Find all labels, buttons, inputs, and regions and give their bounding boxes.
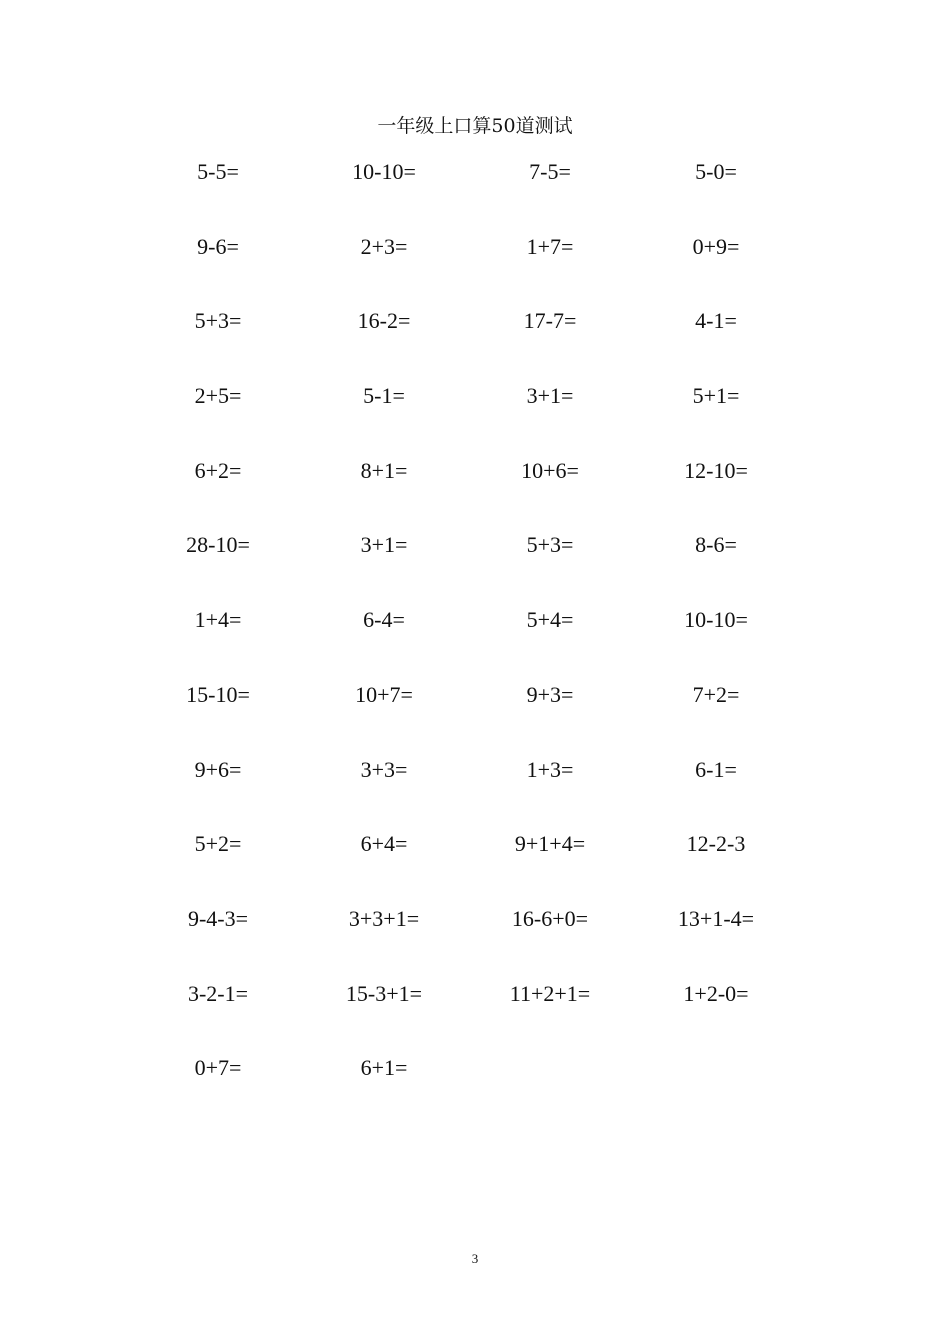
math-problem: 10+7=	[355, 681, 413, 707]
math-problem: 0+7=	[194, 1055, 242, 1081]
problem-grid	[135, 156, 799, 1127]
math-problem: 12-10=	[684, 457, 748, 483]
math-problem: 1+3=	[526, 756, 574, 782]
page-title: 一年级上口算50道测试	[377, 115, 573, 137]
math-problem: 2+5=	[194, 383, 242, 409]
math-problem: 10+6=	[521, 457, 579, 483]
math-problem: 5-5=	[197, 159, 239, 184]
math-problem: 9+6=	[194, 756, 242, 782]
math-problem: 16-6+0=	[511, 905, 589, 931]
math-problem: 9+3=	[526, 681, 574, 707]
math-problem: 6+2=	[194, 457, 242, 483]
math-problem: 9-4-3=	[187, 905, 249, 931]
math-problem: 8-6=	[695, 532, 737, 558]
math-problem: 8+1=	[360, 457, 408, 483]
math-problem: 0+9=	[692, 233, 740, 259]
math-problem: 3+3=	[360, 756, 408, 782]
math-problem: 5+3=	[194, 308, 242, 334]
math-problem: 5+4=	[526, 607, 574, 633]
math-problem: 7+2=	[692, 681, 740, 707]
math-problem: 28-10=	[186, 532, 250, 558]
math-problem: 3-2-1=	[187, 980, 249, 1006]
math-problem: 5-0=	[695, 159, 737, 184]
page-number: 3	[471, 1251, 479, 1266]
math-problem: 17-7=	[523, 308, 577, 334]
math-problem	[467, 1052, 633, 1127]
math-problem	[633, 1052, 799, 1127]
math-problem: 5+1=	[692, 383, 740, 409]
math-problem: 3+3+1=	[348, 905, 420, 931]
math-problem: 6+4=	[360, 831, 408, 857]
math-problem: 6+1=	[360, 1055, 408, 1081]
math-problem: 4-1=	[695, 308, 737, 334]
math-problem: 3+1=	[360, 532, 408, 558]
math-problem: 1+4=	[194, 607, 242, 633]
math-problem: 6-4=	[363, 607, 405, 633]
math-problem: 15-3+1=	[345, 980, 423, 1006]
math-problem: 16-2=	[357, 308, 411, 334]
math-problem: 2+3=	[360, 233, 408, 259]
math-problem: 15-10=	[186, 681, 250, 707]
math-problem: 10-10=	[352, 159, 416, 184]
math-problem: 11+2+1=	[509, 980, 591, 1006]
math-problem: 10-10=	[684, 607, 748, 633]
math-problem: 5-1=	[363, 383, 405, 409]
math-problem: 13+1-4=	[677, 905, 755, 931]
math-problem: 7-5=	[529, 159, 571, 184]
math-problem: 12-2-3	[686, 831, 746, 857]
math-problem: 5+3=	[526, 532, 574, 558]
math-problem: 1+7=	[526, 233, 574, 259]
math-problem: 3+1=	[526, 383, 574, 409]
math-problem: 6-1=	[695, 756, 737, 782]
math-problem: 1+2-0=	[683, 980, 749, 1006]
math-problem: 9-6=	[197, 233, 239, 259]
math-problem: 5+2=	[194, 831, 242, 857]
math-problem: 9+1+4=	[514, 831, 586, 857]
